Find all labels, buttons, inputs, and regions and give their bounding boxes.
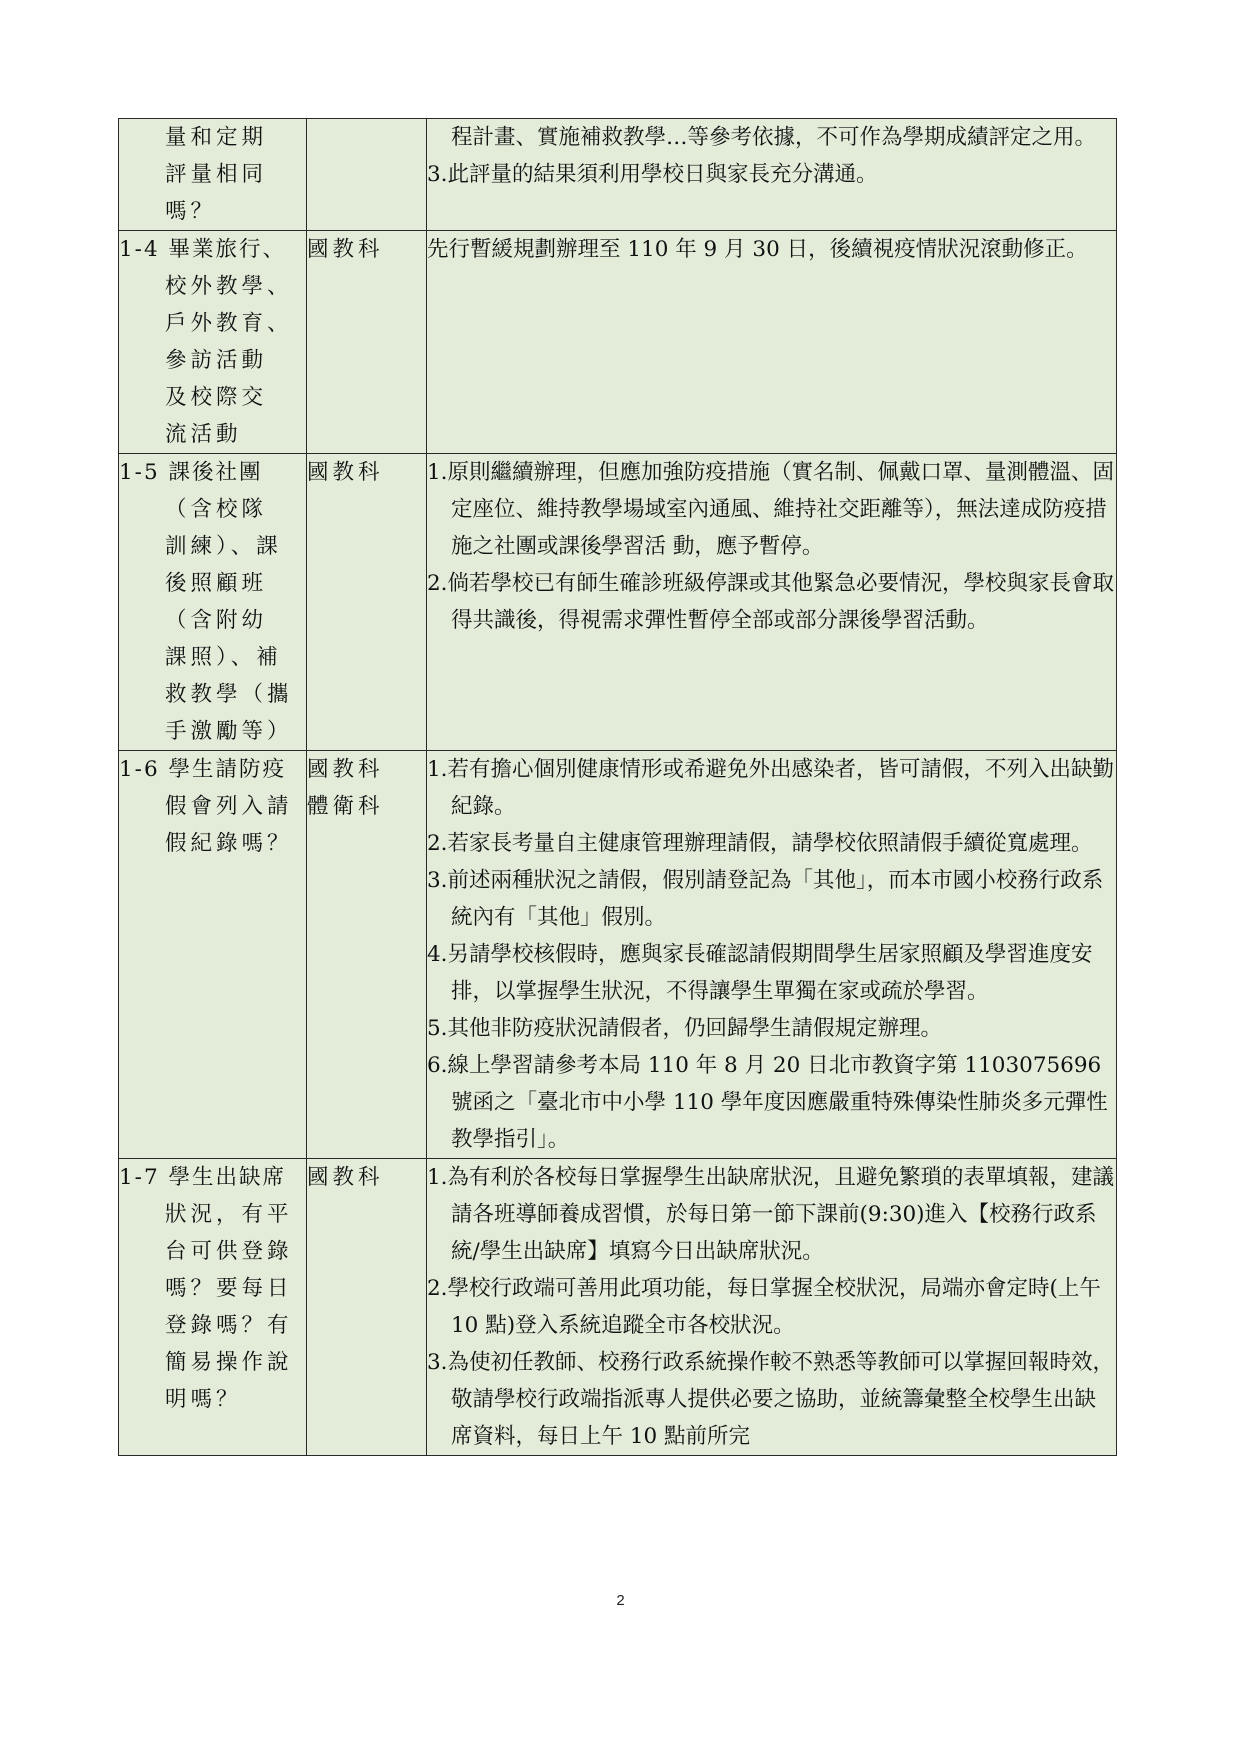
unit-cell [307,119,427,231]
item-line: 假紀錄嗎？ [165,831,293,856]
unit-cell [307,1159,427,1456]
content-cell [427,1159,1117,1456]
item-line: 課照）、補 [165,645,282,670]
item-cell [119,1159,307,1456]
content-paragraph: 2.學校行政端可善用此項功能，每日掌握全校狀況，局端亦會定時(上午 10 點)登入系統追蹤全市各校狀況。 [427,1276,1101,1338]
responsible-unit: 體衛科 [307,794,384,819]
item-cell [119,119,307,231]
content-paragraph: 1.為有利於各校每日掌握學生出缺席狀況，且避免繁瑣的表單填報，建議請各班導師養成習慣，於每日第一節下課前(9:30)進入【校務行政系統/學生出缺席】填寫今日出缺席狀況。 [427,1165,1115,1264]
table-row [119,454,1117,751]
content-paragraph: 3.此評量的結果須利用學校日與家長充分溝通。 [427,162,878,187]
item-line: （含附幼 [165,608,268,633]
table-row [119,751,1117,1159]
item-line: 參訪活動 [165,348,268,373]
table-row [119,231,1117,454]
item-line: 1-6 學生請防疫 [119,757,286,782]
content-paragraph: 3.前述兩種狀況之請假，假別請登記為「其他」，而本市國小校務行政系統內有「其他」假別。 [427,868,1104,930]
item-line: 後照顧班 [165,571,268,596]
item-line: 救教學（攜 [165,682,293,707]
faq-table [118,118,1117,1456]
item-line: 登錄嗎？有 [165,1313,293,1338]
content-paragraph: 6.線上學習請參考本局 110 年 8 月 20 日北市教資字第 1103075696 號函之「臺北市中小學 110 學年度因應嚴重特殊傳染性肺炎多元彈性教學指引」。 [427,1053,1108,1152]
item-line: 嗎？要每日 [165,1276,293,1301]
item-line: 1-4 畢業旅行、 [119,237,286,262]
content-paragraph: 程計畫、實施補救教學…等參考依據，不可作為學期成績評定之用。 [451,125,1097,150]
item-line: 校外教學、 [165,274,293,299]
table-row [119,119,1117,231]
content-paragraph: 1.若有擔心個別健康情形或希避免外出感染者，皆可請假，不列入出缺勤紀錄。 [427,757,1115,819]
table-row [119,1159,1117,1456]
item-line: 假會列入請 [165,794,293,819]
item-cell [119,751,307,1159]
item-line: 1-7 學生出缺席 [119,1165,286,1190]
content-cell [427,231,1117,454]
item-line: 明嗎？ [165,1387,242,1412]
item-line: 戶外教育、 [165,311,293,336]
content-paragraph: 2.倘若學校已有師生確診班級停課或其他緊急必要情況，學校與家長會取得共識後，得視需求彈性暫停全部或部分課後學習活動。 [427,571,1115,633]
item-line: 手激勵等） [165,719,293,744]
item-line: 及校際交 [165,385,268,410]
faq-table-body [119,119,1117,1456]
responsible-unit: 國教科 [307,460,384,485]
item-line: 台可供登錄 [165,1239,293,1264]
item-line: 1-5 課後社團 [119,460,263,485]
item-line: 狀況，有平 [165,1202,293,1227]
content-paragraph: 5.其他非防疫狀況請假者，仍回歸學生請假規定辦理。 [427,1016,943,1041]
item-line: 評量相同 [165,162,268,187]
responsible-unit: 國教科 [307,1165,384,1190]
item-line: 嗎？ [165,199,217,224]
item-line: （含校隊 [165,497,268,522]
content-cell [427,751,1117,1159]
content-cell [427,119,1117,231]
content-paragraph: 先行暫緩規劃辦理至 110 年 9 月 30 日，後續視疫情狀況滾動修正。 [427,237,1088,262]
page-number: 2 [616,1592,625,1609]
item-cell [119,454,307,751]
unit-cell [307,454,427,751]
content-paragraph: 2.若家長考量自主健康管理辦理請假，請學校依照請假手續從寬處理。 [427,831,1093,856]
item-line: 流活動 [165,422,242,447]
item-line: 訓練）、課 [165,534,282,559]
content-cell [427,454,1117,751]
content-paragraph: 3.為使初任教師、校務行政系統操作較不熟悉等教師可以掌握回報時效，敬請學校行政端指派專人提供必要之協助，並統籌彙整全校學生出缺席資料，每日上午 10 點前所完 [427,1350,1115,1449]
unit-cell [307,231,427,454]
unit-cell [307,751,427,1159]
content-paragraph: 1.原則繼續辦理，但應加強防疫措施（實名制、佩戴口罩、量測體溫、固定座位、維持教學場域室內通風、維持社交距離等），無法達成防疫措施之社團或課後學習活 動，應予暫停。 [427,460,1115,559]
responsible-unit: 國教科 [307,757,384,782]
content-paragraph: 4.另請學校核假時，應與家長確認請假期間學生居家照顧及學習進度安排，以掌握學生狀況，不得讓學生單獨在家或疏於學習。 [427,942,1093,1004]
responsible-unit: 國教科 [307,237,384,262]
item-cell [119,231,307,454]
item-line: 簡易操作說 [165,1350,293,1375]
item-line: 量和定期 [165,125,268,150]
